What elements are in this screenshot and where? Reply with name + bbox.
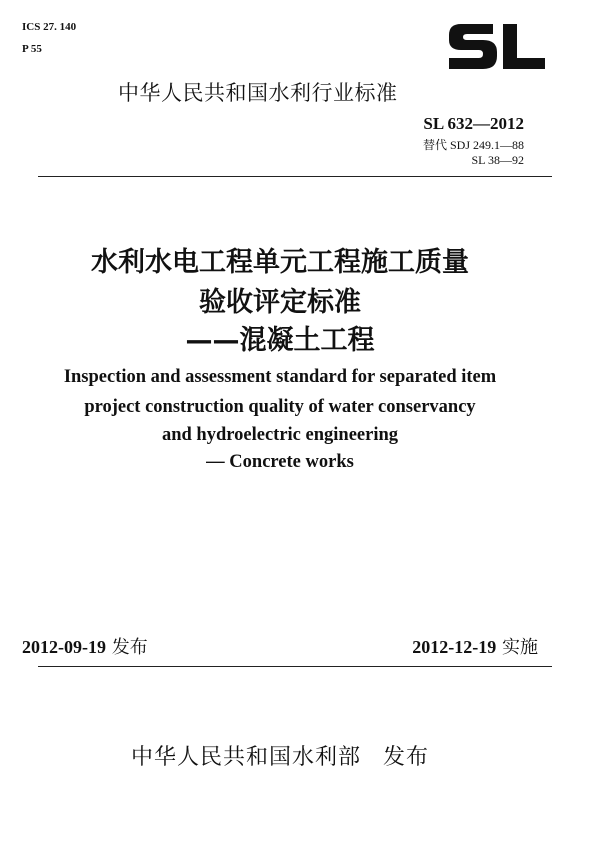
publish-label: 发布 [383,745,430,770]
publisher-block [0,740,560,771]
issue-label: 发布 [111,637,148,658]
replaces-standard-2: SL 38—92 [471,153,524,167]
top-divider [38,176,552,177]
implement-date-block [412,633,538,659]
industry-standard-title: 中华人民共和国水利行业标准 [118,81,398,105]
title-en-line-3: and hydroelectric engineering [161,425,399,445]
implement-date: 2012-12-19 [412,637,497,657]
title-zh-line-3: ——混凝土工程 [185,325,375,356]
sl-logo [447,20,547,72]
ics-number: ICS 27. 140 [22,21,77,33]
implement-label: 实施 [502,637,538,658]
title-en-line-4: — Concrete works [206,452,354,472]
title-zh-line-2: 验收评定标准 [199,287,361,318]
issue-date: 2012-09-19 [22,637,106,657]
title-en-line-2: project construction quality of water conservancy [84,397,476,417]
title-en-line-1: Inspection and assessment standard for separated item [63,367,497,387]
title-zh-line-1: 水利水电工程单元工程施工质量 [91,247,469,278]
classification-code: P 55 [22,43,42,55]
publisher-name: 中华人民共和国水利部 [130,745,361,770]
replaces-standard-1: 替代 SDJ 249.1—88 [422,138,524,152]
standard-code: SL 632—2012 [423,114,524,133]
bottom-divider [38,666,552,667]
issue-date-block [22,633,148,659]
